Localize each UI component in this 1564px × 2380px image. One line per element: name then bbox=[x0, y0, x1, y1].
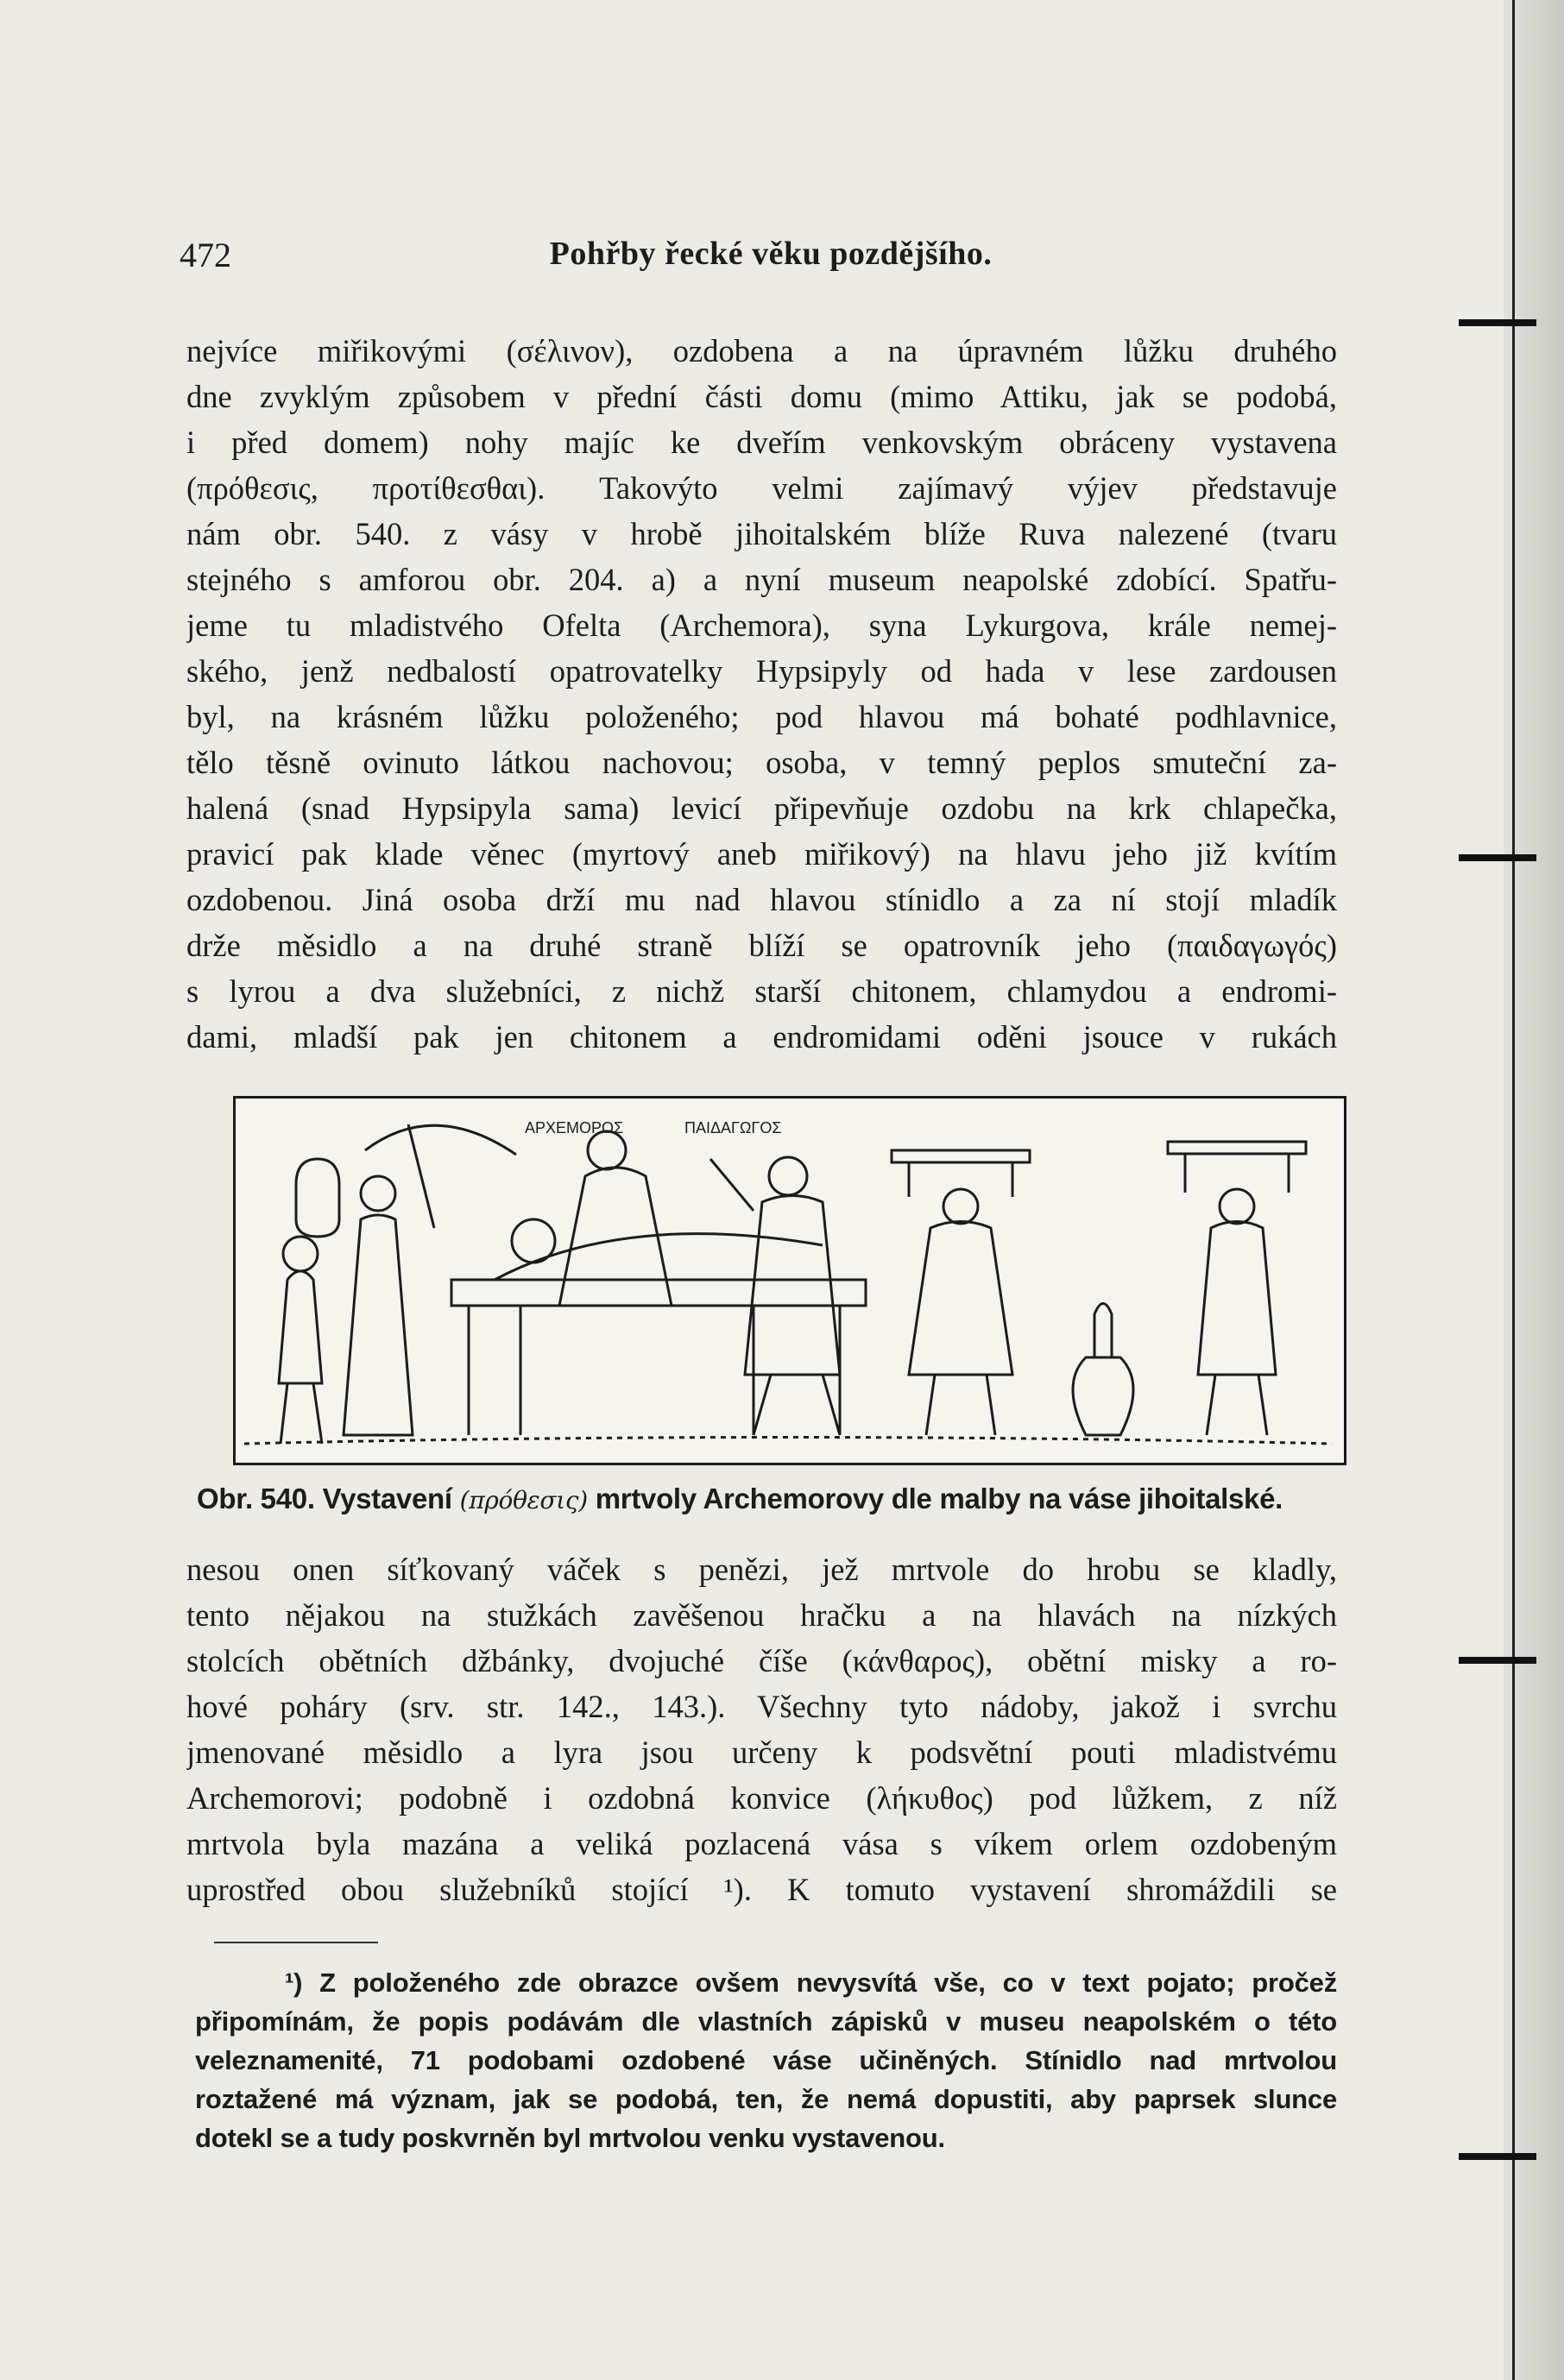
bier-frame bbox=[451, 1280, 866, 1306]
figure-woman-left bbox=[344, 1215, 413, 1435]
body-line: jmenované měsidlo a lyra jsou určeny k podsvětní pouti mladistvému bbox=[186, 1735, 1337, 1770]
body-line: Archemorovi; podobně i ozdobná konvice (λήκυθος) pod lůžkem, z níž bbox=[186, 1780, 1337, 1816]
figure-caption bbox=[197, 1483, 1345, 1515]
body-line: nám obr. 540. z vásy v hrobě jihoitalském blíže Ruva nalezené (tvaru bbox=[186, 516, 1337, 551]
body-line: drže měsidlo a na druhé straně blíží se opatrovník jeho (παιδαγωγός) bbox=[186, 928, 1337, 963]
figure-head bbox=[943, 1189, 978, 1224]
body-line: s lyrou a dva služebníci, z nichž starší chitonem, chlamydou a endromi- bbox=[186, 973, 1337, 1009]
body-line: jeme tu mladistvého Ofelta (Archemora), syna Lykurgova, krále nemej- bbox=[186, 608, 1337, 643]
caption-label: Obr. 540. bbox=[197, 1483, 315, 1514]
figure-head bbox=[588, 1131, 626, 1169]
footnote-line: roztažené má význam, jak se podobá, ten, že nemá dopustiti, aby paprsek slunce bbox=[195, 2084, 1337, 2114]
figure-head bbox=[512, 1219, 555, 1262]
body-line: hové poháry (srv. str. 142., 143.). Všechny tyto nádoby, jakož i svrchu bbox=[186, 1689, 1337, 1724]
figure-servant-elder bbox=[909, 1222, 1012, 1376]
body-line: stejného s amforou obr. 204. a) a nyní museum neapolské zdobící. Spatřu- bbox=[186, 562, 1337, 597]
body-line: pravicí pak klade věnec (myrtový aneb miřikový) na hlavu jeho již kvítím bbox=[186, 836, 1337, 872]
scan-binding-mark bbox=[1459, 2153, 1536, 2160]
scan-binding-mark bbox=[1459, 854, 1536, 861]
parasol bbox=[365, 1125, 516, 1155]
body-line: mrtvola byla mazána a veliká pozlacená vása s víkem orlem ozdobeným bbox=[186, 1826, 1337, 1861]
offering-table bbox=[892, 1150, 1030, 1162]
scan-binding-mark bbox=[1459, 319, 1536, 326]
body-line: uprostřed obou služebníků stojící ¹). K tomuto vystavení shromáždili se bbox=[186, 1872, 1337, 1907]
figure-head bbox=[361, 1176, 395, 1211]
body-line: nejvíce miřikovými (σέλινον), ozdobena a na úpravném lůžku druhého bbox=[186, 333, 1337, 368]
body-line: byl, na krásném lůžku položeného; pod hlavou má bohaté podhlavnice, bbox=[186, 699, 1337, 734]
footnote-line: dotekl se a tudy poskvrněn byl mrtvolou venku vystavenou. bbox=[195, 2123, 945, 2153]
body-line: dne zvyklým způsobem v přední části domu (mimo Attiku, jak se podobá, bbox=[186, 379, 1337, 414]
footnote-separator bbox=[214, 1942, 378, 1943]
body-line: ozdobenou. Jiná osoba drží mu nad hlavou stínidlo a za ní stojí mladík bbox=[186, 882, 1337, 917]
body-line: i před domem) nohy majíc ke dveřím venkovským obráceny vystavena bbox=[186, 425, 1337, 460]
ground-line bbox=[244, 1438, 1332, 1445]
body-line: tento nějakou na stužkách zavěšenou hračku a na hlavách na nízkých bbox=[186, 1597, 1337, 1633]
footnote-line: připomínám, že popis podávám dle vlastních zápisků v museu neapolském o této bbox=[195, 2006, 1337, 2037]
figure-head bbox=[769, 1157, 807, 1195]
vase-painting-illustration bbox=[236, 1099, 1344, 1463]
figure-head bbox=[1220, 1189, 1254, 1224]
figure-youth-left bbox=[279, 1271, 322, 1383]
page-number: 472 bbox=[180, 236, 231, 274]
bier-legs bbox=[469, 1306, 840, 1435]
body-line: stolcích obětních džbánky, dvojuché číše (κάνθαρος), obětní misky a ro- bbox=[186, 1643, 1337, 1678]
footnote-line: veleznamenité, 71 podobami ozdobené váse učiněných. Stínidlo nad mrtvolou bbox=[195, 2045, 1337, 2075]
body-line: ského, jenž nedbalostí opatrovatelky Hypsipyly od hada v lese zardousen bbox=[186, 653, 1337, 689]
vessel-mirror bbox=[296, 1159, 339, 1237]
caption-greek-term: (πρόθεσις) bbox=[459, 1486, 588, 1514]
scan-binding-line bbox=[1512, 0, 1515, 2380]
running-head: Pohřby řecké věku pozdějšího. bbox=[549, 236, 993, 272]
body-line: dami, mladší pak jen chitonem a endromidami oděni jsouce v rukách bbox=[186, 1019, 1337, 1055]
caption-text: mrtvoly Archemorovy dle malby na váse jihoitalské. bbox=[595, 1483, 1283, 1514]
body-line: nesou onen síťkovaný váček s penězi, jež mrtvole do hrobu se kladly, bbox=[186, 1552, 1337, 1587]
caption-text: Vystavení bbox=[322, 1483, 452, 1514]
vase-painting-figure bbox=[233, 1096, 1346, 1465]
body-line: halená (snad Hypsipyla sama) levicí připevňuje ozdobu na krk chlapečka, bbox=[186, 790, 1337, 826]
figure-head bbox=[283, 1237, 318, 1271]
inscription-archemoros: ΑΡΧΕΜΟΡΟΣ bbox=[525, 1119, 624, 1136]
body-line: (πρόθεσις, προτίθεσθαι). Takovýto velmi zajímavý výjev představuje bbox=[186, 470, 1337, 506]
inscription-paidagogos: ΠΑΙΔΑΓΩΓΟΣ bbox=[684, 1119, 782, 1136]
footnote-line: ¹) Z položeného zde obrazce ovšem nevysvítá vše, co v text pojato; pročež bbox=[285, 1968, 1337, 1998]
figure-pedagogue bbox=[745, 1196, 840, 1376]
offering-table bbox=[1168, 1142, 1306, 1154]
page-header bbox=[180, 235, 1362, 278]
body-line: tělo těsně ovinuto látkou nachovou; osoba, v temný peplos smuteční za- bbox=[186, 745, 1337, 780]
scan-binding-mark bbox=[1459, 1657, 1536, 1664]
figure-servant-younger bbox=[1198, 1222, 1276, 1376]
lidded-vase bbox=[1073, 1357, 1133, 1435]
